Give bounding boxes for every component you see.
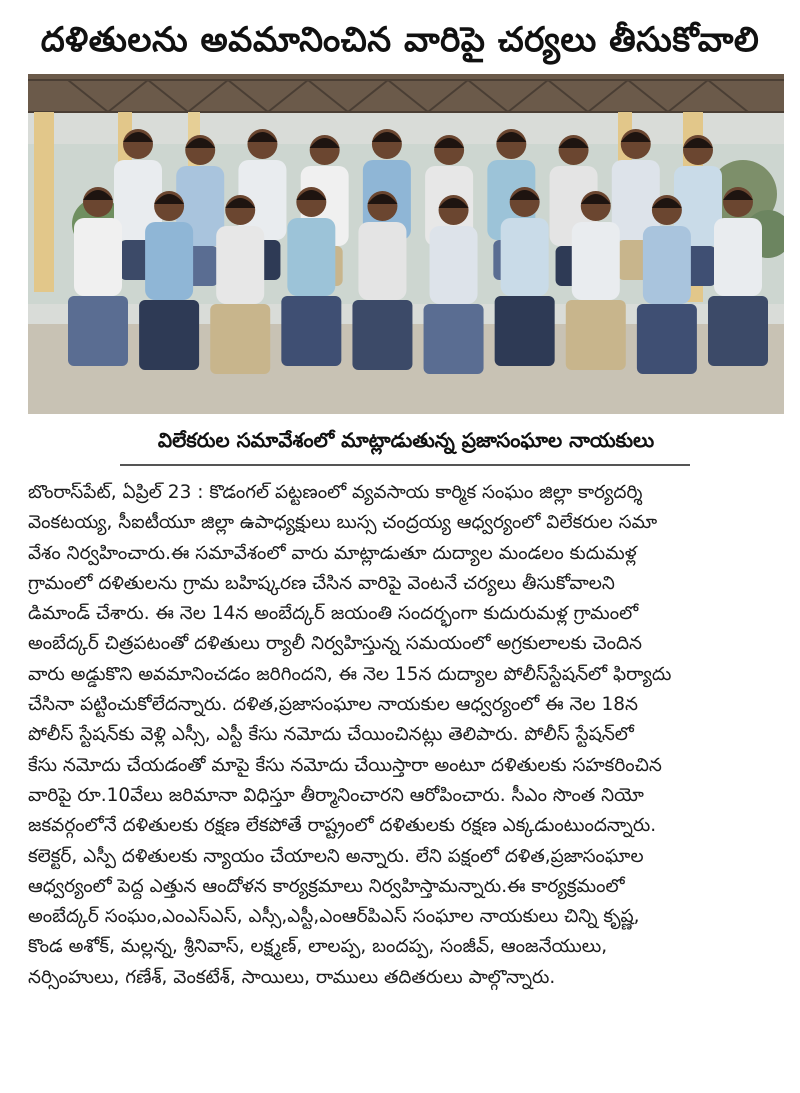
article-line: వేశం నిర్వహించారు.ఈ సమావేశంలో వారు మాట్లాడుతూ దుద్యాల మండలం కుదుమళ్ల [28,542,637,564]
group-photo [28,74,784,414]
article-line: జకవర్గంలోనే దళితులకు రక్షణ లేకపోతే రాష్ట్రంలో దళితులకు రక్షణ ఎక్కడుంటుందన్నారు. [28,815,657,837]
article-line: అంబేద్కర్ సంఘం,ఎంఎస్ఎస్, ఎస్సీ,ఎస్టీ,ఎంఆర్‌పిఎస్ సంఘాల నాయకులు చిన్ని కృష్ణ, [28,906,640,928]
headline: దళితులను అవమానించిన వారిపై చర్యలు తీసుకోవాలి [40,20,760,60]
article-line: వారిపై రూ.10వేలు జరిమానా విధిస్తూ తీర్మానించారని ఆరోపించారు. సీఎం సొంత నియో [28,784,644,806]
article-line: బొంరాస్‌పేట్, ఏప్రిల్ 23 : కొడంగల్ పట్టణంలో వ్యవసాయ కార్మిక సంఘం జిల్లా కార్యదర్శి [28,482,643,503]
article-line: వెంకటయ్య, సీఐటీయూ జిల్లా ఉపాధ్యక్షులు బుస్స చంద్రయ్య ఆధ్వర్యంలో విలేకరుల సమా [28,512,658,534]
article-line: కలెక్టర్, ఎస్పీ దళితులకు న్యాయం చేయాలని అన్నారు. లేని పక్షంలో దళిత,ప్రజాసంఘాల [28,845,644,867]
article-line: కొండ అశోక్, మల్లన్న, శ్రీనివాస్, లక్ష్మణ్, లాలప్ప, బందప్ప, సంజీవ్, ఆంజనేయులు, [28,936,608,958]
article-line: వారు అడ్డుకొని అవమానించడం జరిగిందని, ఈ నెల 15న దుద్యాల పోలీస్‌స్టేషన్‌లో ఫిర్యాదు [28,663,672,685]
article-body [28,478,784,1078]
group-photo-illustration [28,74,784,414]
article-line: పోలీస్ స్టేషన్‌కు వెళ్లి ఎస్సీ, ఎస్టీ కేసు నమోదు చేయించినట్లు తెలిపారు. పోలీస్ స్టేషన్‌లో [28,724,634,746]
article-line: ఆధ్వర్యంలో పెద్ద ఎత్తున ఆందోళన కార్యక్రమాలు నిర్వహిస్తామన్నారు.ఈ కార్యక్రమంలో [28,875,625,897]
article-line: నర్సింహులు, గణేశ్, వెంకటేశ్, సాయిలు, రాములు తదితరులు పాల్గొన్నారు. [28,966,556,988]
article-line: కేసు నమోదు చేయడంతో మాపై కేసు నమోదు చేయిస్తారా అంటూ దళితులకు సహకరించిన [28,754,662,776]
caption-divider [120,464,690,466]
article-line: అంబేద్కర్ చిత్రపటంతో దళితులు ర్యాలీ నిర్వహిస్తున్న సమయంలో అగ్రకులాలకు చెందిన [28,633,643,655]
article-line: గ్రామంలో దళితులను గ్రామ బహిష్కరణ చేసిన వారిపై వెంటనే చర్యలు తీసుకోవాలని [28,572,615,594]
photo-caption: విలేకరుల సమావేశంలో మాట్లాడుతున్న ప్రజాసంఘాల నాయకులు [157,428,655,452]
article-line: డిమాండ్ చేశారు. ఈ నెల 14న అంబేద్కర్ జయంతి సందర్భంగా కుదురుమళ్ల గ్రామంలో [28,603,639,625]
article-line: చేసినా పట్టించుకోలేదన్నారు. దళిత,ప్రజాసంఘాల నాయకుల ఆధ్వర్యంలో ఈ నెల 18న [28,694,638,716]
